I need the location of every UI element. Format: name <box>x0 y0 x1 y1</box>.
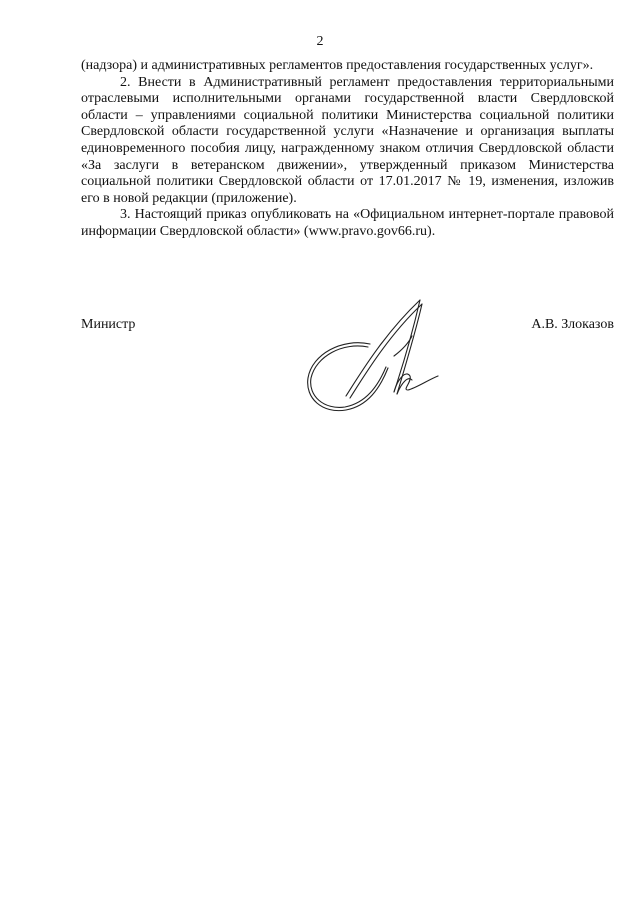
page-number: 2 <box>316 34 324 49</box>
signer-title: Министр <box>81 317 136 332</box>
signer-name: А.В. Злоказов <box>531 317 614 332</box>
paragraph-item-2: 2. Внести в Административный регламент предоставления территориальными отраслевыми исполнительными органами государственной власти Свердловской области – управлениями социальной политики Министерства социальной политики Свердловской области государственной услуги «Назначение и организация выплаты единовременного пособия лицу, награжденному знаком отличия Свердловской области «За заслуги в ветеранском движении», утвержденный приказом Министерства социальной политики Свердловской области от 17.01.2017 № 19, изменения, изложив его в новой редакции (приложение). <box>81 74 614 206</box>
paragraph-item-3: 3. Настоящий приказ опубликовать на «Официальном интернет-портале правовой информации Свердловской области» (www.pravo.gov66.ru). <box>81 207 614 239</box>
document-body <box>81 58 614 241</box>
handwritten-signature <box>298 292 448 422</box>
paragraph-continuation: (надзора) и административных регламентов предоставления государственных услуг». <box>81 58 594 73</box>
